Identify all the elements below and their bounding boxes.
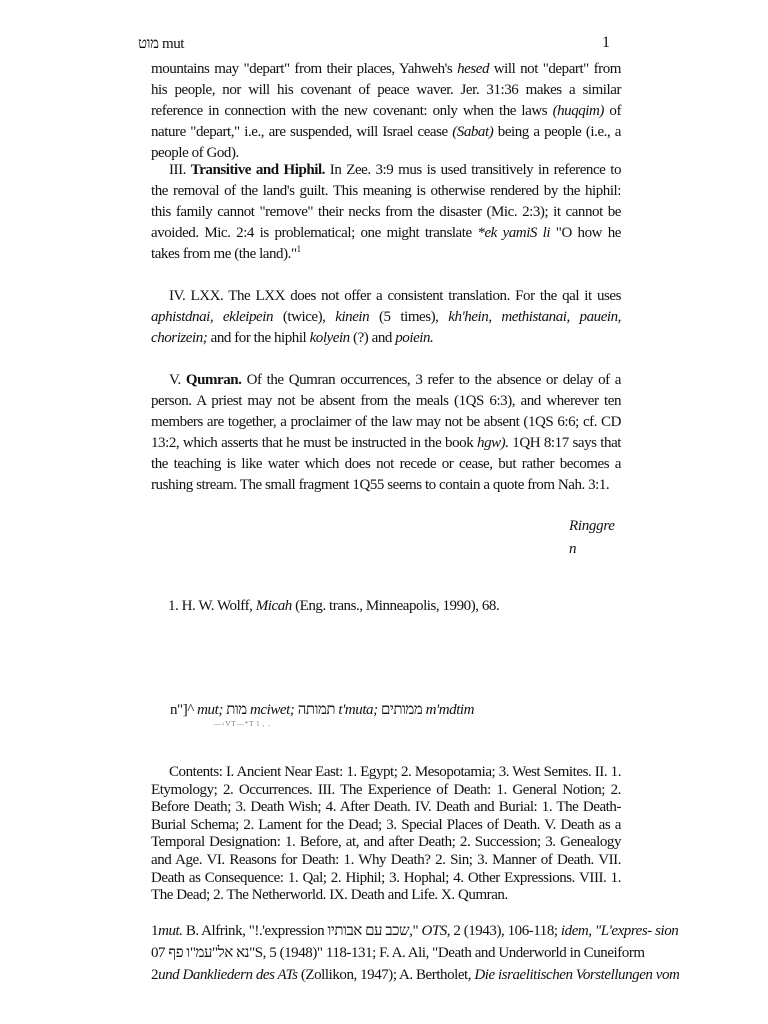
footnote-italic: Micah [255, 598, 292, 614]
biblio-line-3-text: (Zollikon, 1947); A. Bertholet, [297, 967, 475, 983]
footnote-text-2: (Eng. trans., Minneapolis, 1990), 68. [291, 598, 500, 614]
p1-italic-hesed: hesed [457, 61, 489, 77]
page-number-text: 1 [602, 34, 610, 51]
section-iv-text-3: (5 times), [369, 309, 449, 325]
biblio-line-1-num: 1 [151, 923, 159, 939]
biblio-line-3-italic-2: Die israelitischen Vorstellungen vom [474, 967, 680, 983]
section-iv-italic-5: poiein. [395, 330, 434, 346]
biblio-line-1-text-2: 2 (1943), 106-118; [450, 923, 561, 939]
footnote-ref-1: 1 [296, 244, 301, 254]
biblio-line-2 [151, 942, 645, 964]
page-number [602, 34, 610, 52]
biblio-line-1-mut: mut. [158, 923, 183, 939]
running-head-text: מוט mut [138, 36, 185, 52]
entry-head-italic-1: mut; [197, 702, 223, 718]
entry-head-artifact [214, 720, 271, 728]
section-iv-italic-2: kinein [335, 309, 370, 325]
p1-text-3: of nature "depart," i.e., are suspended, will Israel cease [151, 103, 621, 140]
p1-text-2: will not "depart" from his people, nor will his covenant of peace waver. Jer. 31:36 makes a similar reference in connection with the new covenant: only when the laws [151, 61, 621, 119]
entry-head [170, 700, 620, 721]
biblio-line-3 [151, 964, 680, 986]
biblio-line-1-ots: OTS, [421, 923, 451, 939]
biblio-line-1-text: B. Alfrink, "!.'expression שכב עם אבותיו," [182, 923, 422, 939]
contents-text: Contents: I. Ancient Near East: 1. Egypt; 2. Mesopotamia; 3. West Semites. II. 1. Etymology; 2. Occurrences. III. The Experience of Death: 1. General Notion; 2. Before Death; 3. Death Wish; 4. After Death. IV. Death and Burial: 1. The Death-Burial Schema; 2. Lament for the Dead; 3. Special Places of Death. V. Death as a Temporal Designation: 1. Before, at, and after Death; 2. Succession; 3. Genealogy and Age. VI. Reasons for Death: 1. Why Death? 2. Sin; 3. Manner of Death. VII. Death as Consequence: 1. Qal; 2. Hiphil; 3. Hophal; 4. Other Expressions. VIII. 1. The Dead; 2. The Netherworld. IX. Death and Life. X. Qumran. [151, 764, 621, 904]
section-iv-lxx [151, 286, 621, 349]
bibliography [151, 920, 680, 986]
section-iii-transitive-hiphil [151, 160, 621, 265]
p1-text-1: mountains may "depart" from their places, Yahweh's [151, 61, 458, 77]
entry-head-text-1: n"]^ [170, 702, 198, 718]
entry-head-italic-3: t'muta; [338, 702, 378, 718]
section-v-text-2: 1QH 8:17 says that the teaching is like water which does not recede or cease, but rather becomes a rushing stream. The small fragment 1Q55 seems to contain a quote from Nah. 3:1. [151, 435, 622, 493]
section-iv-text-4: and for the hiphil [207, 330, 310, 346]
biblio-line-3-num: 2 [151, 967, 159, 983]
section-iii-heading: Transitive and Hiphil. [190, 162, 325, 178]
author-signature [569, 515, 615, 561]
biblio-line-2-text: "S, 5 (1948)" 118-131; F. A. Ali, "Death and Underworld in Cuneiform [249, 945, 645, 961]
section-iv-text-2: (twice), [273, 309, 336, 325]
section-v-italic: hgw). [477, 435, 509, 451]
signature-line-2: n [569, 541, 577, 557]
section-iii-text-2: "O how he takes from me (the land)." [151, 225, 621, 262]
section-iv-italic-4: kolyein [309, 330, 350, 346]
entry-head-text-3: תמותה [294, 702, 339, 718]
section-iv-italic-3: kh'hein, methistanai, pauein, chorizein; [151, 309, 621, 346]
section-v-text-1: Of the Qumran occurrences, 3 refer to the absence or delay of a person. A priest may not be absent from the meals (1QS 6:3), and wherever ten members are together, a proclaimer of the law may not be absent (1QS 6:6; cf. CD 13:2, which asserts that he must be instructed in the book [151, 372, 621, 451]
section-v-number: V. [169, 372, 186, 388]
section-iv-text-1: IV. LXX. The LXX does not offer a consistent translation. For the qal it uses [169, 288, 621, 304]
entry-head-artifact-text: —‹VT—*T l , , [214, 720, 272, 728]
entry-head-italic-4: m'mdtim [425, 702, 475, 718]
footnote-1 [168, 596, 618, 617]
biblio-line-2-hebrew: 07 נא אל"עמ"ו פף [151, 945, 250, 961]
section-iii-number: III. [169, 162, 191, 178]
p1-italic-sabat: (Sabat) [452, 124, 494, 140]
p1-italic-huqqim: (huqqim) [552, 103, 604, 119]
p1-text-4: being a people (i.e., a people of God). [151, 124, 621, 161]
entry-head-text-4: ממותים [377, 702, 426, 718]
entry-head-italic-2: mciwet; [250, 702, 295, 718]
footnote-text-1: 1. H. W. Wolff, [168, 598, 256, 614]
contents-paragraph [151, 764, 621, 905]
signature-line-1: Ringgre [569, 518, 615, 534]
section-iv-italic-1: aphistdnai, ekleipein [151, 309, 274, 325]
biblio-line-1 [151, 920, 679, 942]
biblio-line-3-italic: und Dankliedern des ATs [158, 967, 298, 983]
running-head [138, 36, 184, 53]
biblio-line-1-idem: idem, "L'expres- sion [560, 923, 679, 939]
section-iv-text-5: (?) and [349, 330, 396, 346]
section-iii-text-1: In Zee. 3:9 mus is used transitively in reference to the removal of the land's guilt. This meaning is otherwise rendered by the hiphil: this family cannot "remove" their necks from the disaster (Mic. 2:3); it cannot be avoided. Mic. 2:4 is problematical; one might translate [151, 162, 621, 241]
section-v-heading: Qumran. [185, 372, 242, 388]
section-iii-italic: *ek yamiS li [477, 225, 551, 241]
entry-head-text-2: מות [222, 702, 251, 718]
section-v-qumran [151, 370, 621, 496]
paragraph-hesed [151, 59, 621, 164]
